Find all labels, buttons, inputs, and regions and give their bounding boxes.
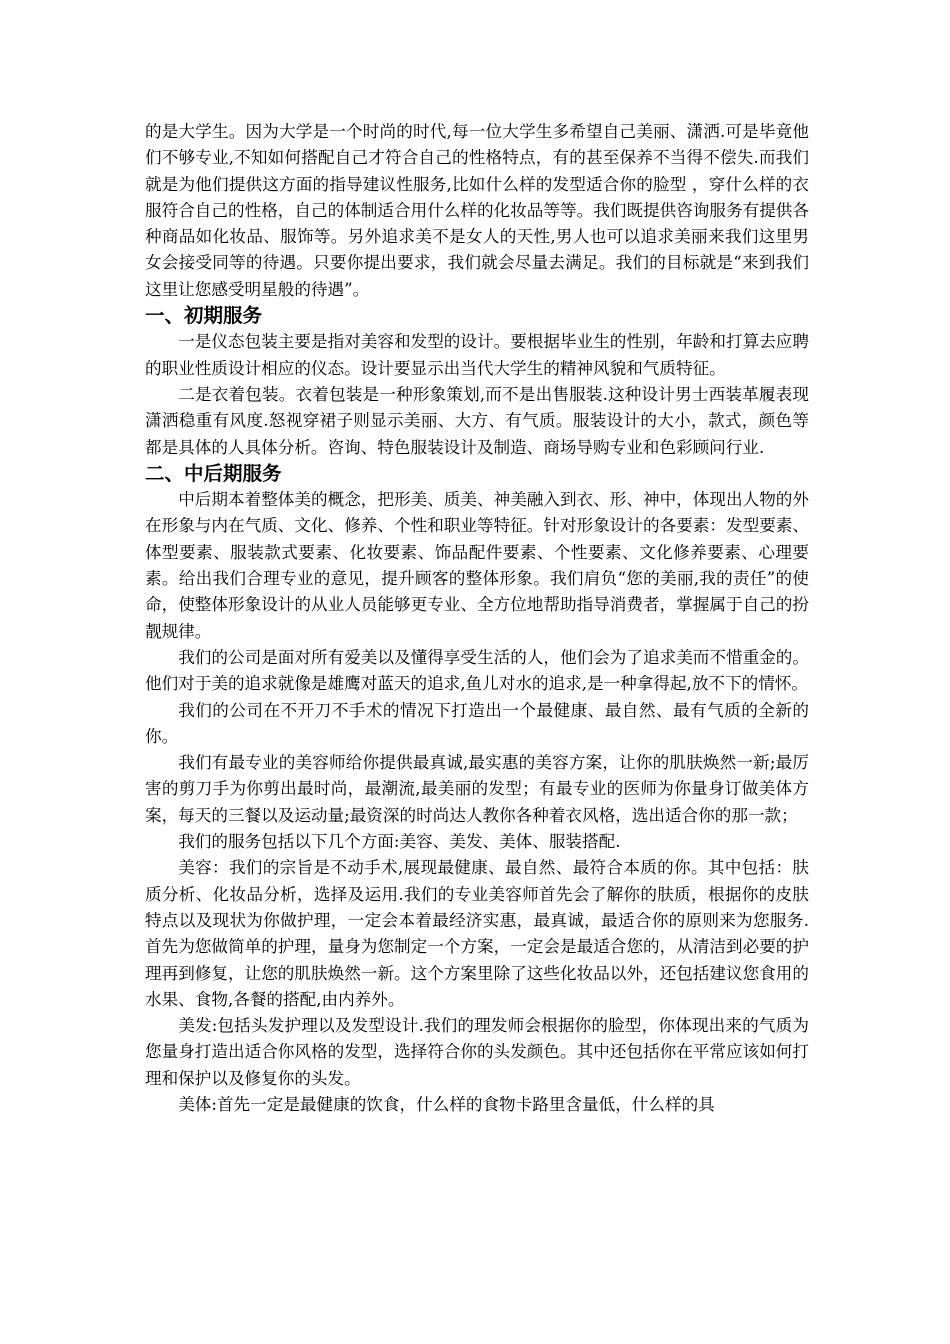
section-heading-initial-service: 一、初期服务 bbox=[145, 304, 263, 328]
paragraph-overall-beauty: 中后期本着整体美的概念，把形美、质美、神美融入到衣、形、神中，体现出人物的外在形象与内在气质、文化、修养、个性和职业等特征。针对形象设计的各要素：发型要素、体型要素、服装款式要素、化妆要素、饰品配件要素、个性要素、文化修养要素、心理要素。给出我们合理专业的意见，提升顾客的整体形象。我们肩负“您的美丽,我的责任”的使命，使整体形象设计的从业人员能够更专业、全方位地帮助指导消费者，掌握属于自己的扮靓规律。 bbox=[145, 490, 809, 641]
paragraph-company-customers: 我们的公司是面对所有爱美以及懂得享受生活的人，他们会为了追求美而不惜重金的。他们对于美的追求就像是雄鹰对蓝天的追求,鱼儿对水的追求,是一种拿得起,放不下的情怀。 bbox=[145, 647, 809, 694]
document-page bbox=[145, 119, 809, 1118]
paragraph-beauty-care: 美容：我们的宗旨是不动手术,展现最健康、最自然、最符合本质的你。其中包括：肤质分析、化妆品分析，选择及运用.我们的专业美容师首先会了解你的肤质，根据你的皮肤特点以及现状为你做护理，一定会本着最经济实惠，最真诚，最适合你的原则来为您服务.首先为您做简单的护理，量身为您制定一个方案，一定会是最适合您的，从清洁到必要的护理再到修复，让您的肌肤焕然一新。这个方案里除了这些化妆品以外，还包括建议您食用的水果、食物,各餐的搭配,由内养外。 bbox=[145, 858, 809, 1009]
paragraph-service-list: 我们的服务包括以下几个方面:美容、美发、美体、服装搭配. bbox=[178, 832, 621, 852]
section-heading-later-service: 二、中后期服务 bbox=[145, 461, 282, 485]
paragraph-body-care: 美体:首先一定是最健康的饮食，什么样的食物卡路里含量低，什么样的具 bbox=[178, 1094, 715, 1114]
paragraph-hair-care: 美发:包括头发护理以及发型设计.我们的理发师会根据你的脸型，你体现出来的气质为您量身打造出适合你风格的发型，选择符合你的头发颜色。其中还包括你在平常应该如何打理和保护以及修复你的头发。 bbox=[145, 1016, 809, 1088]
paragraph-appearance-packaging: 一是仪态包装主要是指对美容和发型的设计。要根据毕业生的性别，年龄和打算去应聘的职业性质设计相应的仪态。设计要显示出当代大学生的精神风貌和气质特征。 bbox=[145, 332, 809, 378]
paragraph-clothing-packaging: 二是衣着包装。衣着包装是一种形象策划,而不是出售服装.这种设计男士西装革履表现潇洒稳重有风度.怒视穿裙子则显示美丽、大方、有气质。服装设计的大小，款式，颜色等都是具体的人具体分析。咨询、特色服装设计及制造、商场导购专业和色彩顾问行业. bbox=[145, 384, 809, 457]
intro-paragraph: 的是大学生。因为大学是一个时尚的时代,每一位大学生多希望自己美丽、潇洒.可是毕竟他们不够专业,不知如何搭配自己才符合自己的性格特点，有的甚至保养不当得不偿失.而我们就是为他们提供这方面的指导建议性服务,比如什么样的发型适合你的脸型 ，穿什么样的衣服符合自己的性格，自己的体制适合用什么样的化妆品等等。我们既提供咨询服务有提供各种商品如化妆品、服饰等。另外追求美不是女人的天性,男人也可以追求美丽来我们这里男女会接受同等的待遇。只要你提出要求，我们就会尽量去满足。我们的目标就是“来到我们这里让您感受明星般的待遇”。 bbox=[145, 122, 809, 299]
paragraph-professional-staff: 我们有最专业的美容师给你提供最真诚,最实惠的美容方案，让你的肌肤焕然一新;最厉害的剪刀手为你剪出最时尚，最潮流,最美丽的发型；有最专业的医师为你量身订做美体方案，每天的三餐以及运动量;最资深的时尚达人教你各种着衣风格，选出适合你的那一款； bbox=[145, 753, 809, 825]
paragraph-no-surgery: 我们的公司在不开刀不手术的情况下打造出一个最健康、最自然、最有气质的全新的你。 bbox=[145, 700, 809, 746]
